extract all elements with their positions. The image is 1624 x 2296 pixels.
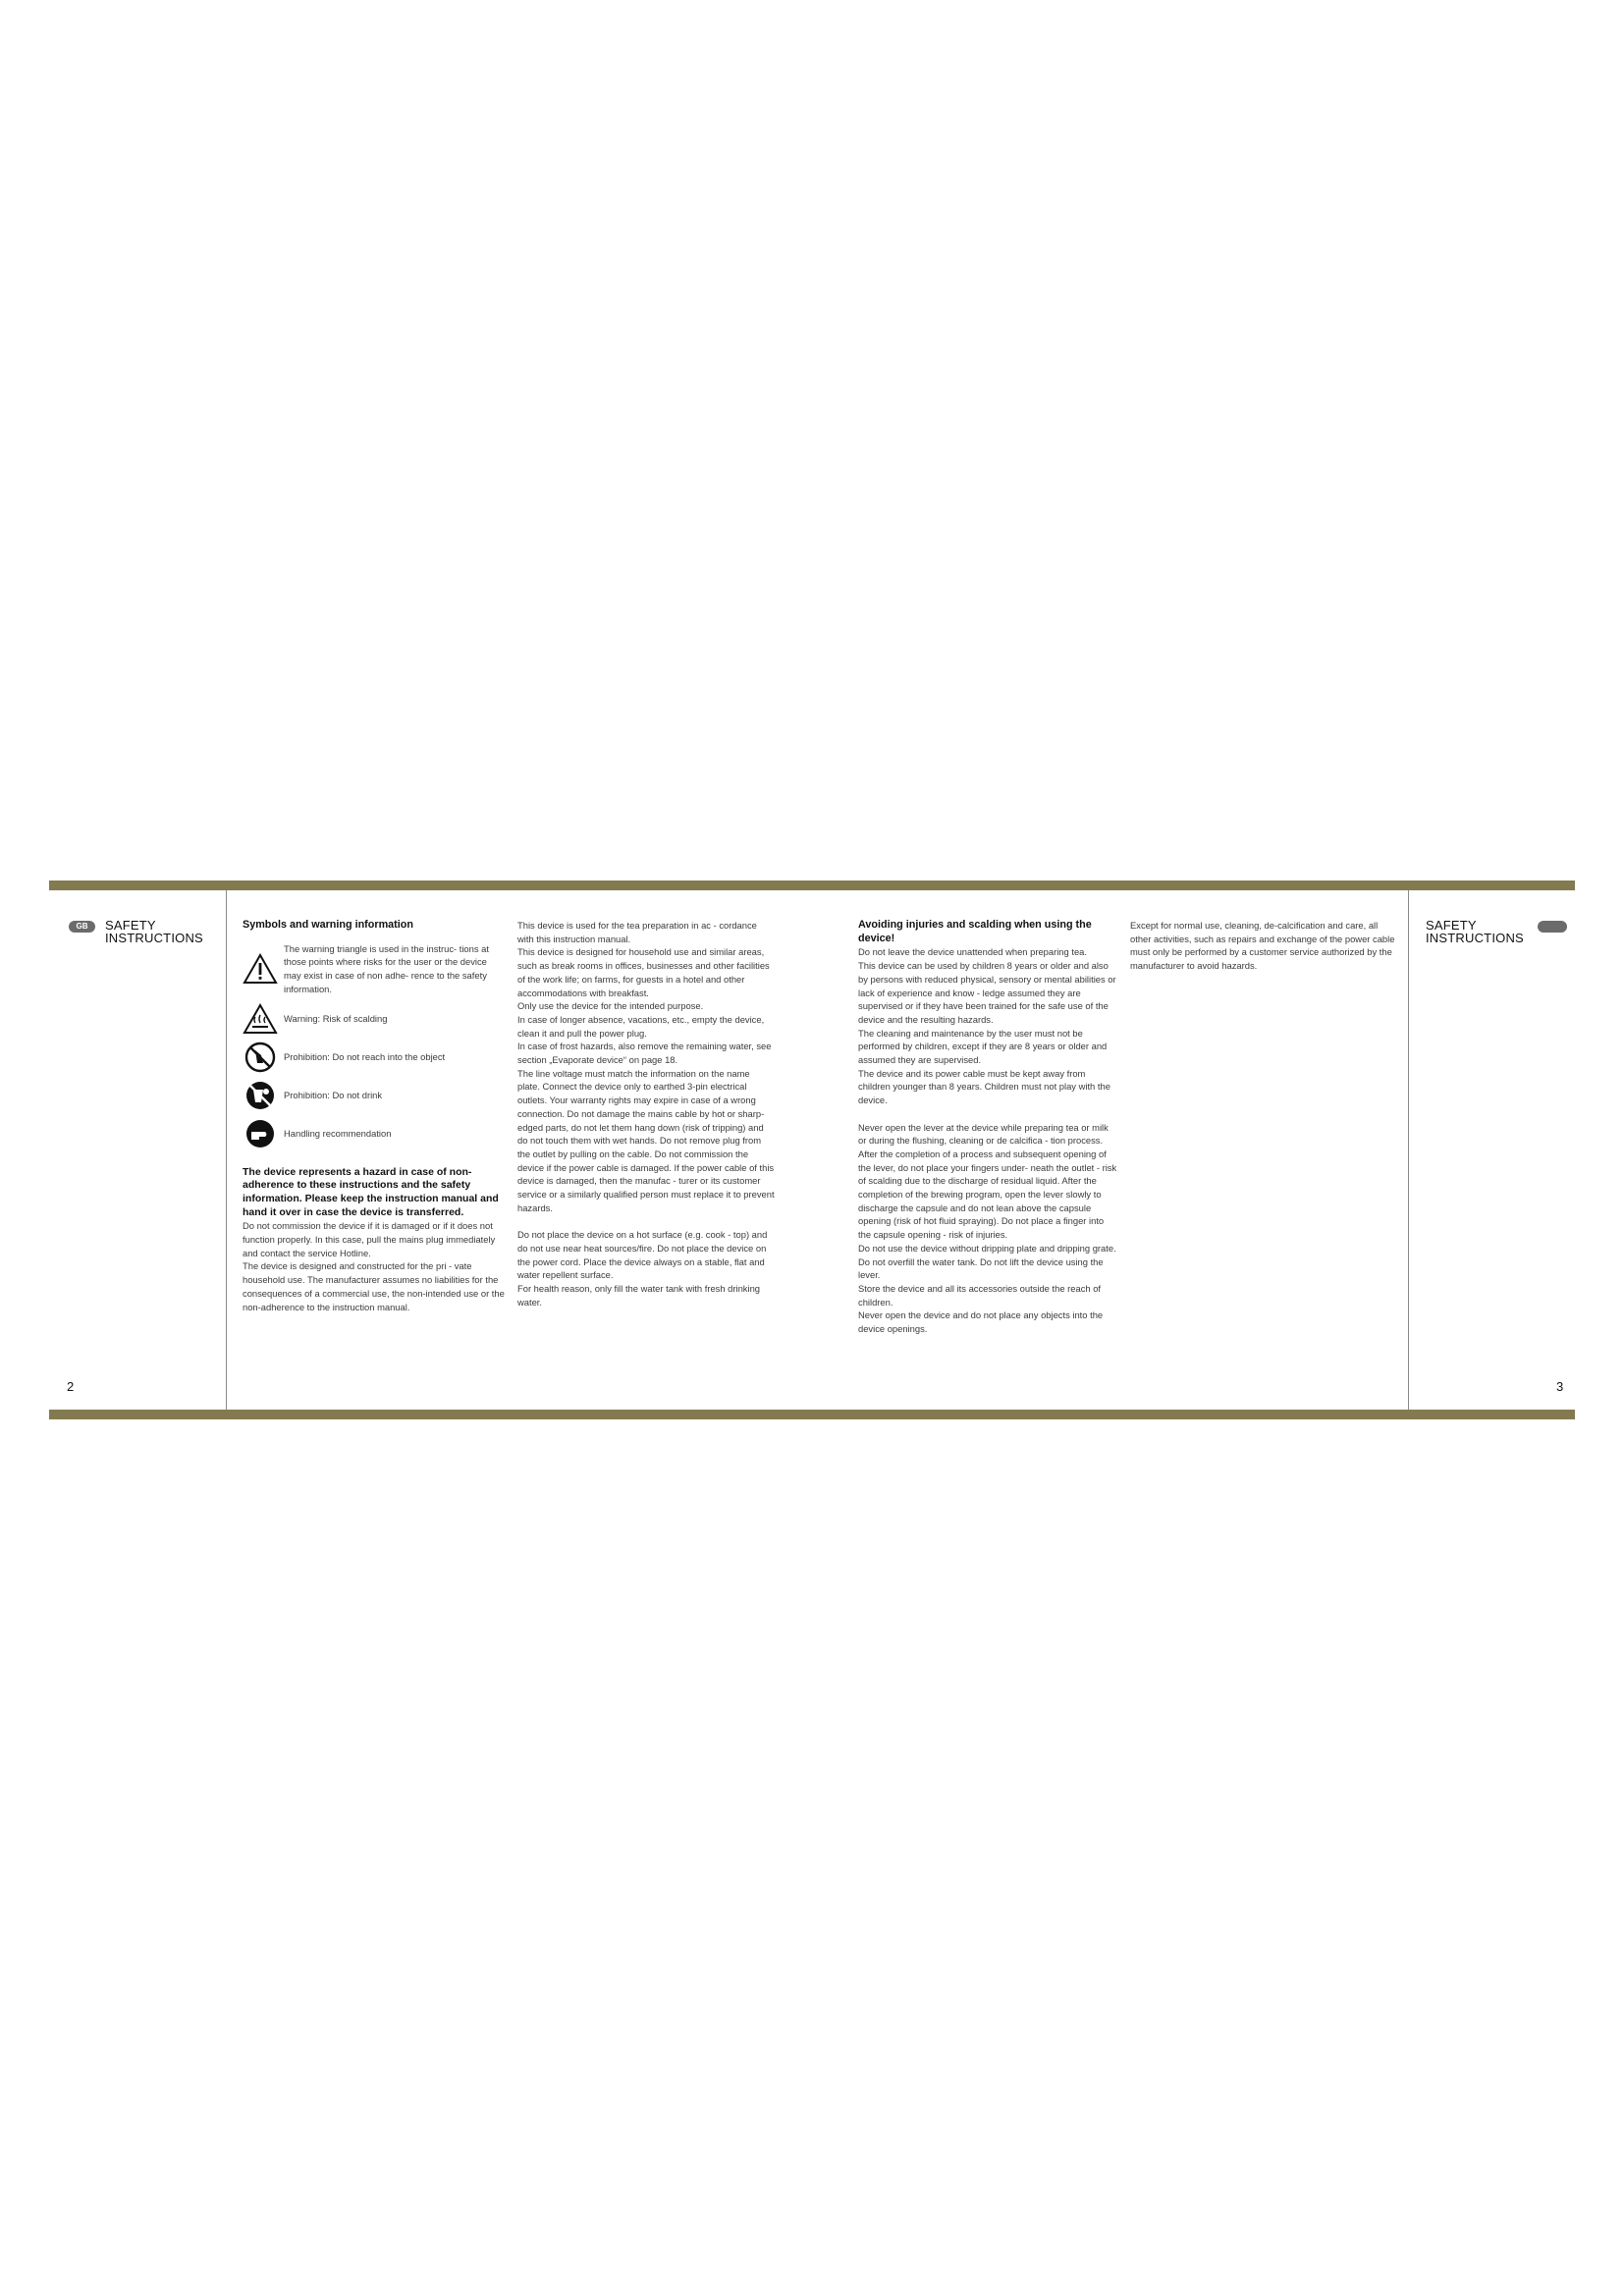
- symbol-row-no-drink: [243, 1080, 506, 1111]
- symbol-row-warning: [243, 942, 506, 996]
- section-title-line1: SAFETY: [105, 918, 156, 933]
- language-badge: GB: [69, 921, 95, 933]
- right-section-title: [1426, 919, 1524, 944]
- paragraph: The line voltage must match the information on the name plate. Connect the device only to earthed 3-pin electrical outlets. Your warranty rights may expire in case of a wrong connection. Do not damage the mains cable by hot or sharp-edged parts, do not let them hang down (risk of tripping) and do not touch them with wet hands. Do not remove plug from the outlet by pulling on the cable. Do not commission the device if the power cable is damaged. If the power cable of this device is damaged, then the manufac - turer or its customer service or a similarly qualified person must replace it to prevent hazards.: [517, 1067, 775, 1213]
- paragraph: Do not commission the device if it is damaged or if it does not function properly. In this case, pull the mains plug immediately and contact the service Hotline.: [243, 1220, 496, 1258]
- symbol-text: Prohibition: Do not reach into the object: [284, 1050, 446, 1062]
- symbol-text: Handling recommendation: [284, 1127, 392, 1139]
- paragraph: Do not use the device without dripping plate and dripping grate. Do not overfill the water tank. Do not lift the device using the lever.: [858, 1242, 1116, 1281]
- paragraph: Never open the device and do not place any objects into the device openings.: [858, 1309, 1104, 1335]
- symbol-row-no-reach: [243, 1041, 506, 1073]
- no-drink-icon: [243, 1080, 278, 1111]
- top-border-band: [49, 881, 1575, 890]
- warning-triangle-icon: [243, 953, 278, 985]
- left-section-title: [105, 919, 203, 944]
- column-4: [1130, 919, 1395, 973]
- section-title-line2: INSTRUCTIONS: [1426, 931, 1524, 945]
- paragraph: The device and its power cable must be kept away from children younger than 8 years. Children must not play with the device.: [858, 1067, 1110, 1106]
- injury-heading: Avoiding injuries and scalding when using the device!: [858, 919, 1092, 944]
- section-title-line1: SAFETY: [1426, 918, 1477, 933]
- bottom-border-band: [49, 1410, 1575, 1419]
- left-margin-divider: [226, 890, 227, 1410]
- no-reach-icon: [243, 1041, 278, 1073]
- paragraph: This device is used for the tea preparation in ac - cordance with this instruction manual.: [517, 920, 757, 944]
- hazard-notice: The device represents a hazard in case of non-adherence to these instructions and the safety information. Please keep the instruction manual and hand it over in case the device is transferred.: [243, 1165, 499, 1218]
- right-margin-divider: [1408, 890, 1409, 1410]
- paragraph: After the completion of a process and subsequent opening of the lever, do not place your fingers under- neath the outlet - risk of scalding due to the discharge of residual liquid. After the completion of the brewing program, open the lever slowly to discharge the capsule and do not lean above the capsule opening (risk of hot fluid spraying). Do not place a finger into the capsule opening - risk of injuries.: [858, 1148, 1117, 1241]
- column-2: [517, 919, 775, 1308]
- paragraph: In case of longer absence, vacations, etc., empty the device, clean it and pull the power plug.: [517, 1013, 765, 1039]
- paragraph: This device is designed for household use and similar areas, such as break rooms in offices, businesses and other facilities of the work life; on farms, for guests in a hotel and other accommodations with breakfast.: [517, 946, 770, 998]
- symbol-text: The warning triangle is used in the instruc- tions at those points where risks for the user or the device may exist in case of non adhe- rence to the safety information.: [284, 942, 489, 994]
- paragraph: Do not place the device on a hot surface (e.g. cook - top) and do not use near heat sources/fire. Do not place the device on the power cord. Place the device always on a stable, flat and water repellent surface.: [517, 1229, 768, 1281]
- paragraph: The cleaning and maintenance by the user must not be performed by children, except if they are 8 years or older and assumed they are supervised.: [858, 1027, 1108, 1066]
- paragraph: This device can be used by children 8 years or older and also by persons with reduced physical, sensory or mental abilities or lack of experience and know - ledge assumed they are supervised or if they have been trained for the safe use of the device and the resulting hazards.: [858, 960, 1116, 1025]
- page-number-left: 2: [67, 1379, 75, 1394]
- paragraph: Do not leave the device unattended when preparing tea.: [858, 946, 1087, 958]
- hand-icon: [243, 1118, 278, 1149]
- scalding-warning-icon: [243, 1003, 278, 1035]
- section-title-line2: INSTRUCTIONS: [105, 931, 203, 945]
- symbols-heading: Symbols and warning information: [243, 919, 413, 931]
- language-badge-right: [1538, 921, 1567, 933]
- column-3: [858, 919, 1117, 1336]
- page-number-right: 3: [1556, 1379, 1564, 1394]
- paragraph: Never open the lever at the device while preparing tea or milk or during the flushing, cleaning or de calcifica - tion process.: [858, 1121, 1109, 1147]
- column-1: [243, 919, 506, 1313]
- paragraph: Except for normal use, cleaning, de-calcification and care, all other activities, such as repairs and exchange of the power cable must only be performed by a customer service authorized by the manufacturer to avoid hazards.: [1130, 920, 1395, 972]
- symbol-text: Prohibition: Do not drink: [284, 1089, 383, 1100]
- paragraph: For health reason, only fill the water tank with fresh drinking water.: [517, 1282, 760, 1308]
- symbol-row-scalding: [243, 1003, 506, 1035]
- symbol-text: Warning: Risk of scalding: [284, 1012, 388, 1024]
- paragraph: In case of frost hazards, also remove the remaining water, see section „Evaporate device“ on page 18.: [517, 1041, 772, 1066]
- paragraph: The device is designed and constructed for the pri - vate household use. The manufacturer assumes no liabilities for the consequences of a commercial use, the non-intended use or the non-adherence to the instruction manual.: [243, 1260, 505, 1312]
- symbol-row-handling: [243, 1118, 506, 1149]
- paragraph: Store the device and all its accessories outside the reach of children.: [858, 1282, 1102, 1308]
- paragraph: Only use the device for the intended purpose.: [517, 1000, 704, 1012]
